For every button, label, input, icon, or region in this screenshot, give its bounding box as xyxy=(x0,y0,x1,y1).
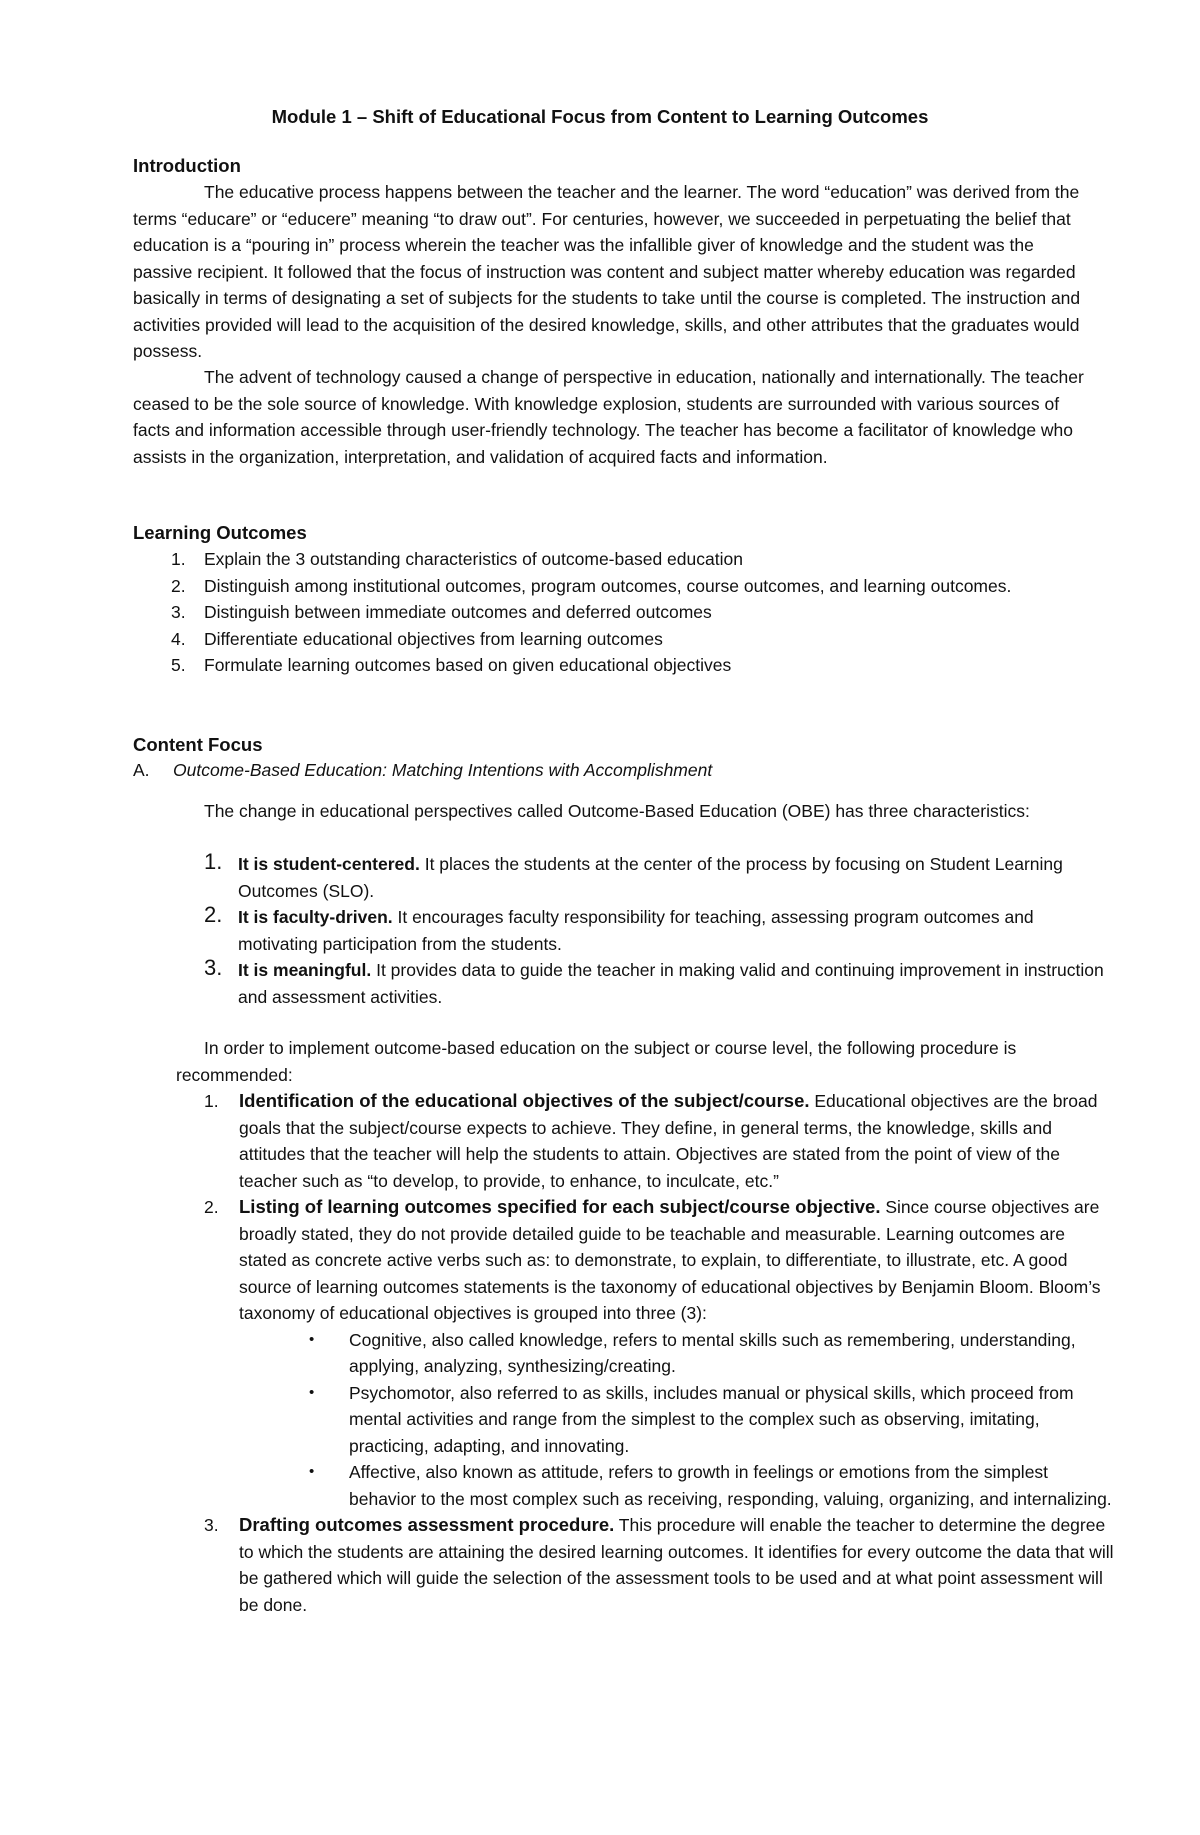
item-lead: It is meaningful. xyxy=(238,960,372,980)
item-number: 1. xyxy=(171,549,186,569)
item-text: Since course objectives are broadly stated, they do not provide detailed guide to be teachable and measurable. Learning outcomes are stated as concrete active verbs such as: to demonstrate, to explain, to differentiate, to illustrate, etc. A good source of learning outcomes statements is the taxonomy of educational objectives by Benjamin Bloom. Bloom’s taxonomy of educational objectives is grouped into three (3): xyxy=(239,1197,1101,1323)
list-item xyxy=(204,904,1104,957)
item-text: Formulate learning outcomes based on given educational objectives xyxy=(204,655,732,675)
item-text: Distinguish among institutional outcomes, program outcomes, course outcomes, and learning outcomes. xyxy=(204,575,1012,596)
procedure-intro: In order to implement outcome-based education on the subject or course level, the following procedure is recommended: xyxy=(176,1038,1017,1085)
item-number: 1. xyxy=(204,1091,219,1111)
item-number: 3. xyxy=(204,1515,219,1535)
item-text: It places the students at the center of the process by focusing on Student Learning Outcomes (SLO). xyxy=(238,854,1063,901)
item-text: Affective, also known as attitude, refers to growth in feelings or emotions from the simplest behavior to the most complex such as receiving, responding, valuing, organizing, and internalizing. xyxy=(349,1462,1112,1509)
list-item xyxy=(133,573,1093,600)
bullet-icon: • xyxy=(309,1383,315,1401)
item-number: 4. xyxy=(171,628,186,649)
item-number: 3. xyxy=(204,955,223,980)
item-lead: Listing of learning outcomes specified for each subject/course objective. xyxy=(239,1196,881,1217)
list-item xyxy=(133,599,1093,626)
item-text: Psychomotor, also referred to as skills, includes manual or physical skills, which proceed from mental activities and range from the simplest to the complex such as observing, imitating, practicing, adapting, and innovating. xyxy=(349,1382,1074,1456)
section-heading xyxy=(133,757,1093,784)
bullet-icon: • xyxy=(309,1463,315,1480)
item-text: Educational objectives are the broad goals that the subject/course expects to achieve. They define, in general terms, the knowledge, skills and attitudes that the teacher will help the students to attain. Objectives are stated from the point of view of the teacher such as “to develop, to provide, to enhance, to inculcate, etc.” xyxy=(239,1091,1098,1191)
item-text: Cognitive, also called knowledge, refers to mental skills such as remembering, understanding, applying, analyzing, synthesizing/creating. xyxy=(349,1329,1076,1376)
item-number: 5. xyxy=(171,655,186,675)
item-lead: It is faculty-driven. xyxy=(238,907,393,927)
list-item xyxy=(204,1512,1114,1618)
item-lead: Identification of the educational objectives of the subject/course. xyxy=(239,1090,810,1111)
introduction-heading: Introduction xyxy=(133,155,241,176)
list-item xyxy=(133,546,1093,573)
list-item xyxy=(239,1459,1114,1512)
introduction-paragraph-1: The educative process happens between the teacher and the learner. The word “education” was derived from the terms “educare” or “educere” meaning “to draw out”. For centuries, however, we succeeded in perpetuating the belief that education is a “pouring in” process wherein the teacher was the infallible giver of knowledge and the student was the passive recipient. It followed that the focus of instruction was content and subject matter whereby education was regarded basically in terms of designating a set of subjects for the students to take until the course is completed. The instruction and activities provided will lead to the acquisition of the desired knowledge, skills, and other attributes that the graduates would possess. xyxy=(133,182,1081,361)
list-item xyxy=(133,652,1093,679)
item-text: It provides data to guide the teacher in making valid and continuing improvement in instruction and assessment activities. xyxy=(238,960,1104,1007)
obe-characteristics-list xyxy=(204,851,1104,1010)
item-number: 2. xyxy=(171,575,186,596)
introduction-paragraph-2: The advent of technology caused a change of perspective in education, nationally and internationally. The teacher ceased to be the sole source of knowledge. With knowledge explosion, students are surrounded with various sources of facts and information accessible through user-friendly technology. The teacher has become a facilitator of knowledge who assists in the organization, interpretation, and validation of acquired facts and information. xyxy=(133,367,1084,467)
item-number: 3. xyxy=(171,602,186,622)
item-text: It encourages faculty responsibility for teaching, assessing program outcomes and motivating participation from the students. xyxy=(238,907,1034,954)
procedure-steps-list xyxy=(204,1088,1114,1618)
section-title: Outcome-Based Education: Matching Intentions with Accomplishment xyxy=(173,760,713,780)
item-lead: Drafting outcomes assessment procedure. xyxy=(239,1514,615,1535)
item-number: 2. xyxy=(204,1197,219,1217)
list-item xyxy=(204,1088,1114,1194)
bloom-domains-list xyxy=(239,1327,1114,1513)
item-number: 2. xyxy=(204,902,223,927)
list-item xyxy=(133,626,1093,653)
item-text: Differentiate educational objectives from learning outcomes xyxy=(204,628,663,649)
item-text: Distinguish between immediate outcomes and deferred outcomes xyxy=(204,602,712,622)
list-item xyxy=(204,957,1104,1010)
content-focus-heading: Content Focus xyxy=(133,734,263,755)
learning-outcomes-heading: Learning Outcomes xyxy=(133,522,307,543)
item-text: Explain the 3 outstanding characteristics of outcome-based education xyxy=(204,549,743,569)
section-letter: A. xyxy=(133,760,150,780)
item-number: 1. xyxy=(204,849,223,874)
list-item xyxy=(204,851,1104,904)
list-item xyxy=(239,1380,1114,1460)
bullet-icon: • xyxy=(309,1330,315,1348)
obe-intro: The change in educational perspectives called Outcome-Based Education (OBE) has three characteristics: xyxy=(204,801,1030,821)
learning-outcomes-list xyxy=(133,546,1093,679)
list-item xyxy=(204,1194,1114,1512)
item-lead: It is student-centered. xyxy=(238,854,420,874)
item-text: This procedure will enable the teacher to determine the degree to which the students are attaining the desired learning outcomes. It identifies for every outcome the data that will be gathered which will guide the selection of the assessment tools to be used and at what point assessment will be done. xyxy=(239,1515,1114,1615)
list-item xyxy=(239,1327,1114,1380)
page-title: Module 1 – Shift of Educational Focus from Content to Learning Outcomes xyxy=(271,106,929,127)
